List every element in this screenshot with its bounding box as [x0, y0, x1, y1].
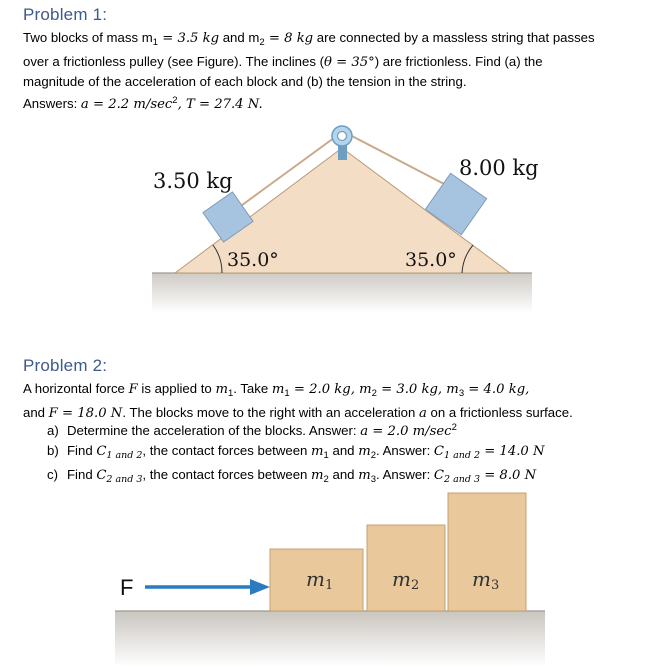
- angle-left-label: 35.0°: [227, 249, 279, 271]
- list-item: [47, 418, 545, 441]
- text: . Take: [233, 381, 272, 396]
- subscript: 2: [371, 388, 377, 399]
- block-m3: [448, 493, 526, 611]
- text: ) are frictionless. Find (a) the: [374, 54, 543, 69]
- math: = 4.0 kg,: [464, 382, 530, 397]
- problem1-line3: magnitude of the acceleration of each block and (b) the tension in the string.: [23, 74, 467, 89]
- math: θ = 35°: [324, 55, 375, 70]
- block-label-text: m: [306, 567, 325, 591]
- subscript: 2 and 3: [444, 474, 480, 485]
- math: = 14.0 N: [480, 444, 545, 459]
- subscript: 3: [370, 474, 376, 485]
- block-label-text: m: [472, 567, 491, 591]
- math: = 2.0 kg, m: [289, 382, 372, 397]
- subscript: 1: [284, 388, 290, 399]
- subscript: 2: [323, 474, 329, 485]
- subscript: 1 and 2: [106, 450, 143, 461]
- subscript: 2: [370, 450, 376, 461]
- math: m: [215, 382, 228, 397]
- block-label-sub: 2: [410, 578, 420, 593]
- blocks-figure: [0, 480, 668, 667]
- superscript: 2: [172, 95, 178, 106]
- math: = 8.0 N: [480, 468, 537, 483]
- math: m: [271, 382, 285, 397]
- problem2-text: [23, 379, 573, 423]
- subscript: 2 and 3: [106, 474, 143, 485]
- math: = 8 kg: [264, 31, 314, 46]
- math: a = 2.0 m/sec: [360, 424, 452, 439]
- subscript: 2: [259, 37, 265, 48]
- text: . Answer:: [376, 467, 434, 482]
- math: , T = 27.4 N.: [177, 97, 263, 112]
- problem1-heading: Problem 1:: [23, 5, 108, 24]
- block-label-sub: 1: [324, 578, 334, 593]
- text: Determine the acceleration of the blocks. Answer:: [67, 423, 361, 438]
- text: Find: [67, 467, 97, 482]
- math: C: [96, 468, 107, 483]
- text: . The blocks move to the right with an acceleration: [122, 405, 419, 420]
- problem2-heading: Problem 2:: [23, 356, 108, 375]
- math: F = 18.0 N: [48, 406, 123, 421]
- mass-left-label: 3.50 kg: [153, 169, 233, 193]
- math: C: [433, 444, 444, 459]
- text: Find: [67, 443, 97, 458]
- block-label-sub: 3: [490, 578, 500, 593]
- list-item: [47, 441, 545, 465]
- math: m: [311, 444, 324, 459]
- math: m: [358, 468, 371, 483]
- text: A horizontal force: [23, 381, 129, 396]
- force-label: F: [120, 575, 134, 600]
- subscript: 1: [323, 450, 329, 461]
- text: and: [23, 405, 49, 420]
- subscript: 3: [458, 388, 465, 399]
- math: = 3.0 kg, m: [376, 382, 459, 397]
- math: a = 2.2 m/sec: [80, 97, 173, 112]
- text: , the contact forces between: [142, 443, 312, 458]
- block-label-text: m: [392, 567, 411, 591]
- subscript: 1: [227, 388, 234, 399]
- math: C: [433, 468, 444, 483]
- text: . Answer:: [376, 443, 434, 458]
- text: , the contact forces between: [142, 467, 312, 482]
- angle-right-label: 35.0°: [405, 249, 457, 271]
- math: C: [96, 444, 107, 459]
- list-marker: a): [47, 423, 59, 438]
- problem2-line1: [23, 379, 573, 403]
- mass-right-label: 8.00 kg: [459, 156, 539, 180]
- list-marker: c): [47, 467, 58, 482]
- math: m: [311, 468, 324, 483]
- text: Two blocks of mass m: [23, 30, 153, 45]
- force-arrow-head-icon: [250, 579, 270, 595]
- text: Answers:: [23, 96, 81, 111]
- math: m: [358, 444, 371, 459]
- text: are connected by a massless string that passes: [313, 30, 595, 45]
- text: and m: [219, 30, 260, 45]
- text: over a frictionless pulley (see Figure). The inclines (: [23, 54, 324, 69]
- text: and: [328, 467, 359, 482]
- pulley-icon: [332, 126, 352, 146]
- ground-surface: [115, 611, 545, 667]
- list-marker: b): [47, 443, 59, 458]
- ground-surface: [152, 273, 532, 313]
- math: F: [128, 382, 138, 397]
- text: is applied to: [137, 381, 216, 396]
- superscript: 2: [451, 422, 457, 433]
- subscript: 1: [152, 37, 159, 48]
- problem2-list: [47, 418, 545, 489]
- text: and: [328, 443, 359, 458]
- math: = 3.5 kg: [158, 31, 220, 46]
- text: on a frictionless surface.: [426, 405, 573, 420]
- subscript: 1 and 2: [444, 450, 480, 461]
- math: a: [419, 406, 427, 421]
